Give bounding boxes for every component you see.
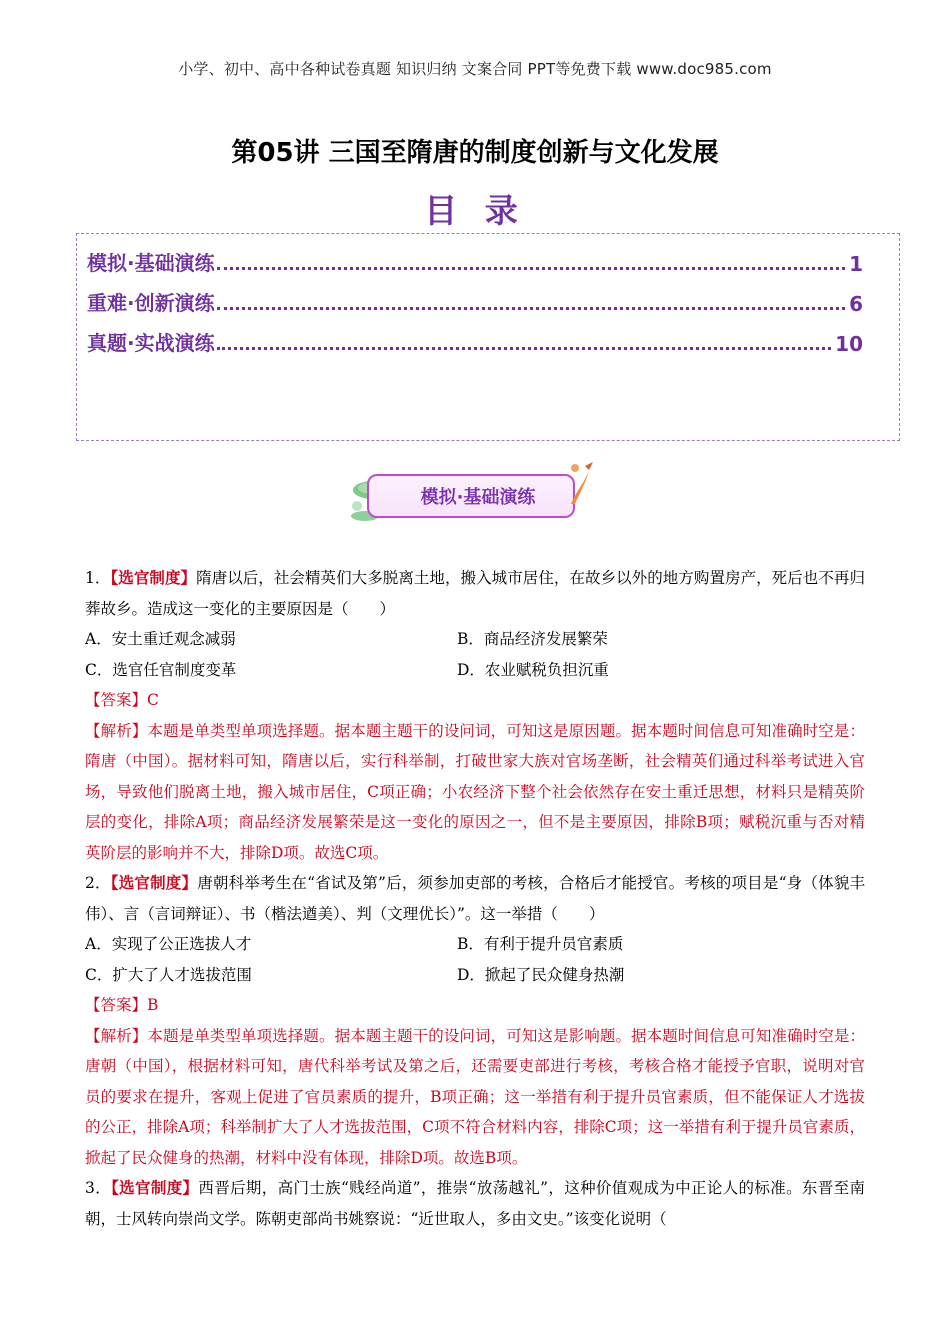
toc-entry[interactable] <box>87 328 863 356</box>
section-banner-frame <box>367 474 575 518</box>
question-2-analysis <box>85 1021 865 1174</box>
koi-fish-icon <box>563 460 597 506</box>
analysis-text: 本题是单类型单项选择题。据本题主题干的设问词，可知这是影响题。据本题时间信息可知准确时空是：唐朝（中国），根据材料可知，唐代科举考试及第之后，还需要吏部进行考核，考核合格才能授予官职，说明对官员的要求在提升，客观上促进了官员素质的提升，B项正确；这一举措有利于提升员官素质，但不能保证人才选拔的公正，排除A项；科举制扩大了人才选拔范围，C项不符合材料内容，排除C项；这一举措有利于提升员官素质，掀起了民众健身的热潮，材料中没有体现，排除D项。故选B项。 <box>85 1026 865 1167</box>
toc-entry-label: 真题·实战演练 <box>87 331 215 355</box>
question-3-stem <box>85 1173 865 1234</box>
answer-label: 【答案】 <box>85 691 148 709</box>
analysis-label: 【解析】 <box>85 1026 148 1045</box>
header-note: 小学、初中、高中各种试卷真题 知识归纳 文案合同 PPT等免费下载 www.doc985.com <box>178 60 772 78</box>
option-c[interactable]: C．选官任官制度变革 <box>85 660 237 679</box>
analysis-text: 本题是单类型单项选择题。据本题主题干的设问词，可知这是原因题。据本题时间信息可知准确时空是：隋唐（中国）。据材料可知，隋唐以后，实行科举制，打破世家大族对官场垄断，社会精英们通过科举考试进入官场，导致他们脱离土地，搬入城市居住，C项正确；小农经济下整个社会依然存在安土重迁思想，材料只是精英阶层的变化，排除A项；商品经济发展繁荣是这一变化的原因之一，但不是主要原因，排除B项；赋税沉重与否对精英阶层的影响并不大，排除D项。故选C项。 <box>85 721 865 862</box>
page-title: 第05讲 三国至隋唐的制度创新与文化发展 <box>231 138 719 168</box>
question-1-stem <box>85 563 865 624</box>
option-b[interactable]: B．商品经济发展繁荣 <box>457 630 608 648</box>
toc-entry[interactable] <box>87 248 863 276</box>
question-number: 3． <box>85 1179 112 1197</box>
question-number: 1． <box>85 569 111 587</box>
question-tag: 【选官制度】 <box>110 568 197 587</box>
question-list <box>85 563 865 1234</box>
answer-value: B <box>147 996 159 1014</box>
question-text: 隋唐以后，社会精英们大多脱离土地，搬入城市居住，在故乡以外的地方购置房产，死后也不再归葬故乡。造成这一变化的主要原因是（ ） <box>85 569 865 618</box>
section-banner <box>345 460 595 526</box>
question-text: 西晋后期，高门士族“贱经尚道”，推崇“放荡越礼”，这种价值观成为中正论人的标准。东晋至南朝，士风转向崇尚文学。陈朝吏部尚书姚察说：“近世取人，多由文史。”该变化说明（ <box>85 1179 865 1228</box>
option-d[interactable]: D．农业赋税负担沉重 <box>457 660 609 679</box>
toc-leader-dots <box>217 306 845 310</box>
question-tag: 【选官制度】 <box>111 1178 199 1197</box>
table-of-contents <box>76 233 900 441</box>
question-2-options <box>85 929 865 960</box>
option-a[interactable]: A．安土重迁观念减弱 <box>85 630 236 648</box>
answer-label: 【答案】 <box>85 996 148 1014</box>
question-2-stem <box>85 868 865 929</box>
toc-entry-label: 重难·创新演练 <box>87 291 215 315</box>
section-banner-title: 模拟·基础演练 <box>420 487 536 508</box>
question-1-answer <box>85 685 865 716</box>
question-1-analysis <box>85 716 865 869</box>
option-d[interactable]: D．掀起了民众健身热潮 <box>457 965 625 984</box>
question-2-answer <box>85 990 865 1021</box>
question-text: 唐朝科举考生在“省试及第”后，须参加吏部的考核，合格后才能授官。考核的项目是“身（体貌丰伟）、言（言词辩证）、书（楷法遒美）、判（文理优长）”。这一举措（ ） <box>85 874 865 923</box>
question-2-options <box>85 960 865 991</box>
answer-value: C <box>147 691 159 709</box>
toc-entry-page: 10 <box>835 332 863 356</box>
option-b[interactable]: B．有利于提升员官素质 <box>457 935 624 953</box>
option-a[interactable]: A．实现了公正选拔人才 <box>85 935 252 953</box>
toc-heading: 目 录 <box>424 191 526 230</box>
toc-leader-dots <box>217 346 832 350</box>
question-1-options <box>85 655 865 686</box>
question-1-options <box>85 624 865 655</box>
toc-entry-page: 6 <box>849 292 863 316</box>
question-tag: 【选官制度】 <box>110 873 198 892</box>
option-c[interactable]: C．扩大了人才选拔范围 <box>85 965 252 984</box>
toc-leader-dots <box>217 266 845 270</box>
question-number: 2． <box>85 874 111 892</box>
toc-entry-label: 模拟·基础演练 <box>87 251 215 275</box>
toc-entry[interactable] <box>87 288 863 316</box>
toc-entry-page: 1 <box>849 252 863 276</box>
analysis-label: 【解析】 <box>85 721 148 740</box>
